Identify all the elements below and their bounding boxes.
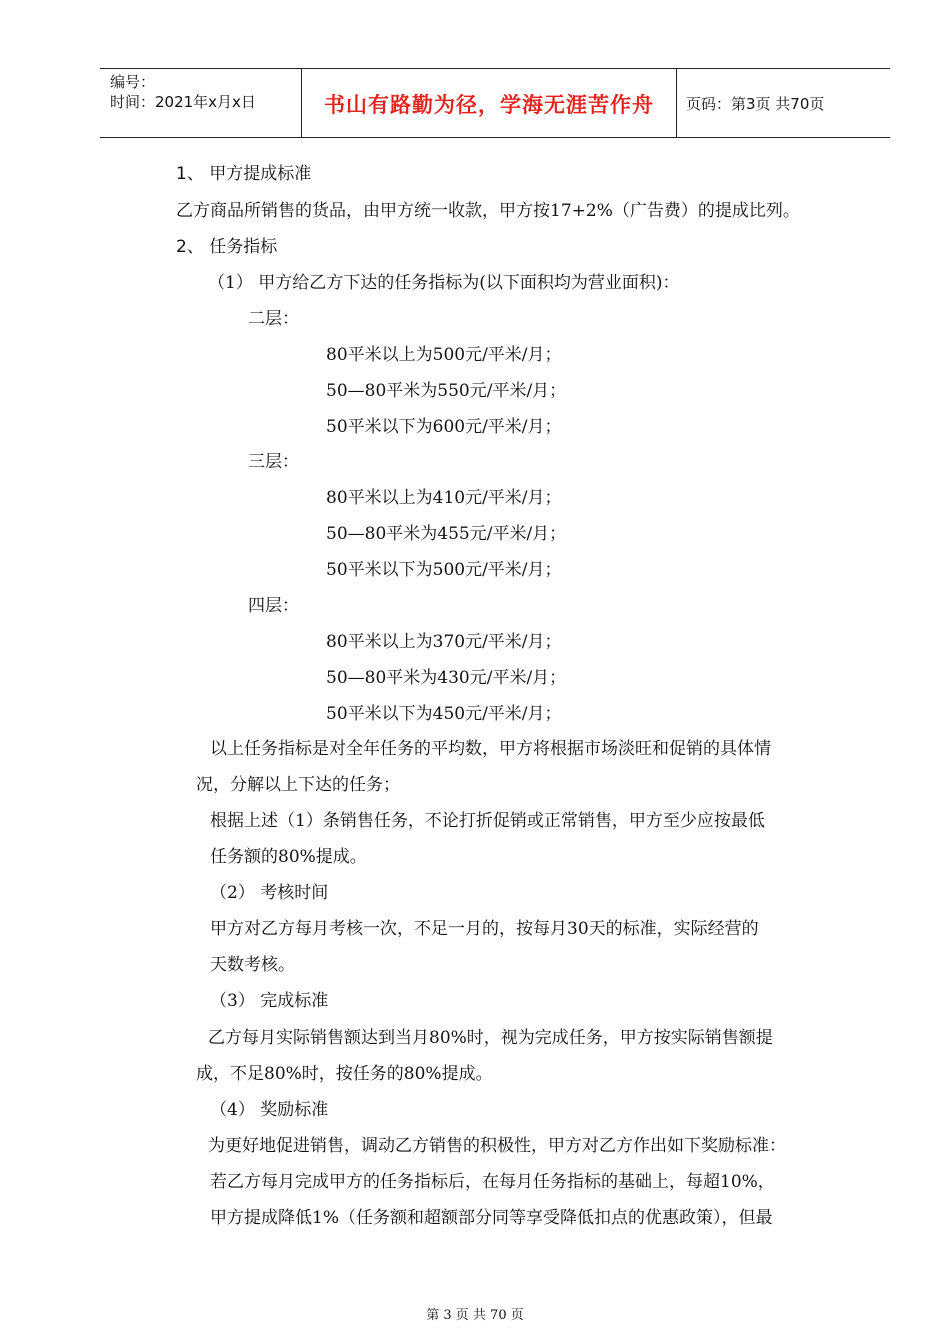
subsection-heading: （3） 完成标准 [210, 991, 329, 1011]
list-item: 80平米以上为370元/平米/月； [326, 632, 562, 652]
paragraph-line: 天数考核。 [210, 955, 295, 975]
list-item: 50—80平米为430元/平米/月； [326, 668, 567, 688]
document-header [100, 68, 890, 138]
paragraph-line: 成，不足80%时，按任务的80%提成。 [196, 1064, 493, 1084]
list-item: 50平米以下为450元/平米/月； [326, 704, 562, 724]
paragraph-line: 若乙方每月完成甲方的任务指标后，在每月任务指标的基础上，每超10%， [210, 1172, 775, 1192]
subsection-heading: （4） 奖励标准 [210, 1100, 329, 1120]
list-item: 80平米以上为500元/平米/月； [326, 345, 562, 365]
header-motto: 书山有路勤为径，学海无涯苦作舟 [324, 93, 654, 117]
paragraph-line: 任务额的80%提成。 [210, 847, 367, 867]
header-left-cell [100, 69, 300, 137]
paragraph-line: 甲方提成降低1%（任务额和超额部分同等享受降低扣点的优惠政策），但最 [210, 1208, 773, 1228]
section-heading-task: 2、 任务指标 [176, 237, 278, 257]
paragraph-line: 乙方每月实际销售额达到当月80%时，视为完成任务，甲方按实际销售额提 [208, 1028, 773, 1048]
paragraph-line: 乙方商品所销售的货品，由甲方统一收款，甲方按17+2%（广告费）的提成比列。 [176, 201, 800, 221]
header-motto-cell [301, 69, 677, 137]
document-time: 时间：2021年x月x日 [110, 93, 256, 111]
list-item: 50平米以下为500元/平米/月； [326, 560, 562, 580]
page-footer: 第 3 页 共 70 页 [426, 1308, 524, 1323]
list-item: 80平米以上为410元/平米/月； [326, 488, 562, 508]
floor-label: 三层： [248, 452, 299, 472]
paragraph-line: 况，分解以上下达的任务； [196, 775, 400, 795]
header-right-cell [676, 69, 890, 137]
list-item: 50—80平米为455元/平米/月； [326, 524, 567, 544]
list-item: 50平米以下为600元/平米/月； [326, 417, 562, 437]
paragraph-line: 根据上述（1）条销售任务，不论打折促销或正常销售，甲方至少应按最低 [210, 811, 765, 831]
paragraph-line: 为更好地促进销售，调动乙方销售的积极性，甲方对乙方作出如下奖励标准： [208, 1136, 786, 1156]
section-heading-commission: 1、 甲方提成标准 [176, 164, 312, 184]
paragraph-line: 甲方对乙方每月考核一次，不足一月的，按每月30天的标准，实际经营的 [210, 919, 759, 939]
paragraph-line: 以上任务指标是对全年任务的平均数，甲方将根据市场淡旺和促销的具体情 [210, 739, 771, 759]
floor-label: 四层： [248, 596, 299, 616]
list-item: 50—80平米为550元/平米/月； [326, 381, 567, 401]
floor-label: 二层： [248, 309, 299, 329]
subsection-heading: （2） 考核时间 [210, 883, 329, 903]
subsection-heading: （1） 甲方给乙方下达的任务指标为(以下面积均为营业面积)： [208, 273, 680, 293]
document-number-label: 编号： [110, 73, 156, 91]
header-page-code: 页码：第3页 共70页 [686, 95, 825, 113]
